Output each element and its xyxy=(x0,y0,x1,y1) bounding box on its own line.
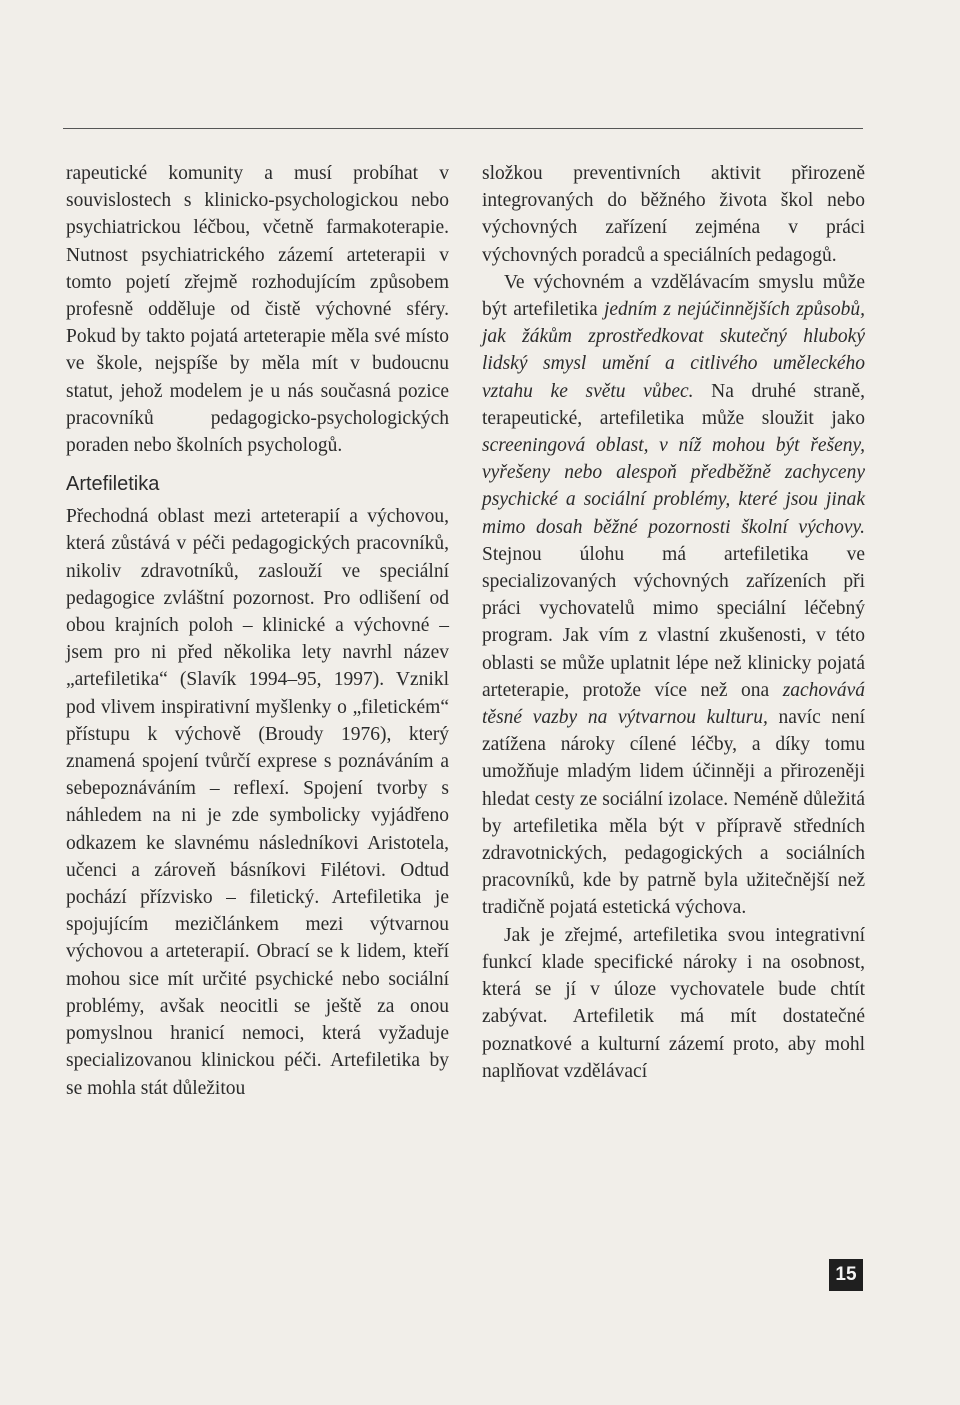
paragraph: Jak je zřejmé, artefiletika svou integrativní funkcí klade specifické nároky i na osobnost, která se jí v úloze vychovatele bude chtít zabývat. Artefiletik má mít dostatečné poznatkové a kulturní zázemí proto, aby mohl naplňovat vzdělávací xyxy=(482,924,865,1082)
text-run: Na druhé straně, terapeutické, artefiletika může sloužit jako xyxy=(482,380,865,429)
header-rule xyxy=(63,128,863,129)
section-heading: Artefiletika xyxy=(66,473,160,496)
page-number: 15 xyxy=(829,1259,863,1291)
emphasis-text: jedním z nejúčinnějších způsobů, jak žákům zprostředkovat skutečný hluboký lidský smysl umění a citlivého uměleckého vztahu ke světu vůbec. xyxy=(482,299,865,402)
emphasis-text: screeningová oblast, v níž mohou být řešeny, vyřešeny nebo alespoň předběžně zachyceny psychické a sociální problémy, které jsou jinak mimo dosah běžné pozornosti školní výchovy. xyxy=(482,435,865,538)
paragraph xyxy=(482,269,865,922)
emphasis-text: zachovává těsné vazby na výtvarnou kulturu, xyxy=(482,679,865,729)
text-run: Ve výchovném a vzdělávacím smyslu může být artefiletika xyxy=(482,271,865,321)
paragraph: Přechodná oblast mezi arteterapií a výchovou, která zůstává v péči pedagogických pracovníků, nikoliv zdravotníků, zaslouží ve speciální pedagogice zvláštní pozornost. Pro odlišení od obou krajních poloh – klinické a výchovné – jsem pro ni před několika lety navrhl název „artefiletika“ (Slavík 1994–95, 1997). Vznikl pod vlivem inspirativní myšlenky o „filetickém“ přístupu k výchově (Broudy 1976), který znamená spojení tvůrčí exprese s poznáváním a sebepoznáváním – reflexí. Spojení tvorby s náhledem na ni je zde symbolicky vyjádřeno odkazem ke slavnému následníkovi Aristotela, učenci a zároveň básníkovi Filétovi. Odtud pochází přízvisko – filetický. Artefiletika je spojujícím mezičlánkem mezi výtvarnou výchovou a arteterapií. Obrací se k lidem, kteří mohou sice mít určité psychické nebo sociální problémy, avšak neocitli se ještě za onou pomyslnou hranicí nemoci, která vyžaduje specializovanou klinickou péči. Artefiletika by se mohla stát důležitou xyxy=(66,506,449,1099)
paragraph: rapeutické komunity a musí probíhat v souvislostech s klinicko-psychologickou nebo psychiatrickou léčbou, včetně farmakoterapie. Nutnost psychiatrického zázemí arteterapii v tomto pojetí zřejmě rozhodujícím způsobem profesně odděluje od čistě výchovné sféry. Pokud by takto pojatá arteterapie měla své místo ve škole, nejspíše by měla mít v budoucnu statut, jehož modelem je u nás současná pozice pracovníků pedagogicko-psychologických poraden nebo školních psychologů. xyxy=(66,163,449,457)
text-run: navíc není zatížena nároky cílené léčby, a díky tomu umožňuje mladým lidem účinněji a přirozeněji hledat cesty ze sociální izolace. Neméně důležitá by artefiletika měla být v přípravě středních zdravotnických, pedagogických a sociálních pracovníků, kde by patrně byla užitečnější než tradičně pojatá estetická výchova. xyxy=(482,707,865,919)
paragraph: složkou preventivních aktivit přirozeně integrovaných do běžného života škol nebo výchovných zařízení zejména v práci výchovných poradců a speciálních pedagogů. xyxy=(482,163,865,266)
right-column xyxy=(482,160,865,1085)
left-column xyxy=(66,160,449,1102)
text-run: Stejnou úlohu má artefiletika ve specializovaných výchovných zařízeních při práci vychovatelů mimo speciální léčebný program. Jak vím z vlastní zkušenosti, v této oblasti se může uplatnit lépe než klinicky pojatá arteterapie, protože více než ona xyxy=(482,543,865,701)
